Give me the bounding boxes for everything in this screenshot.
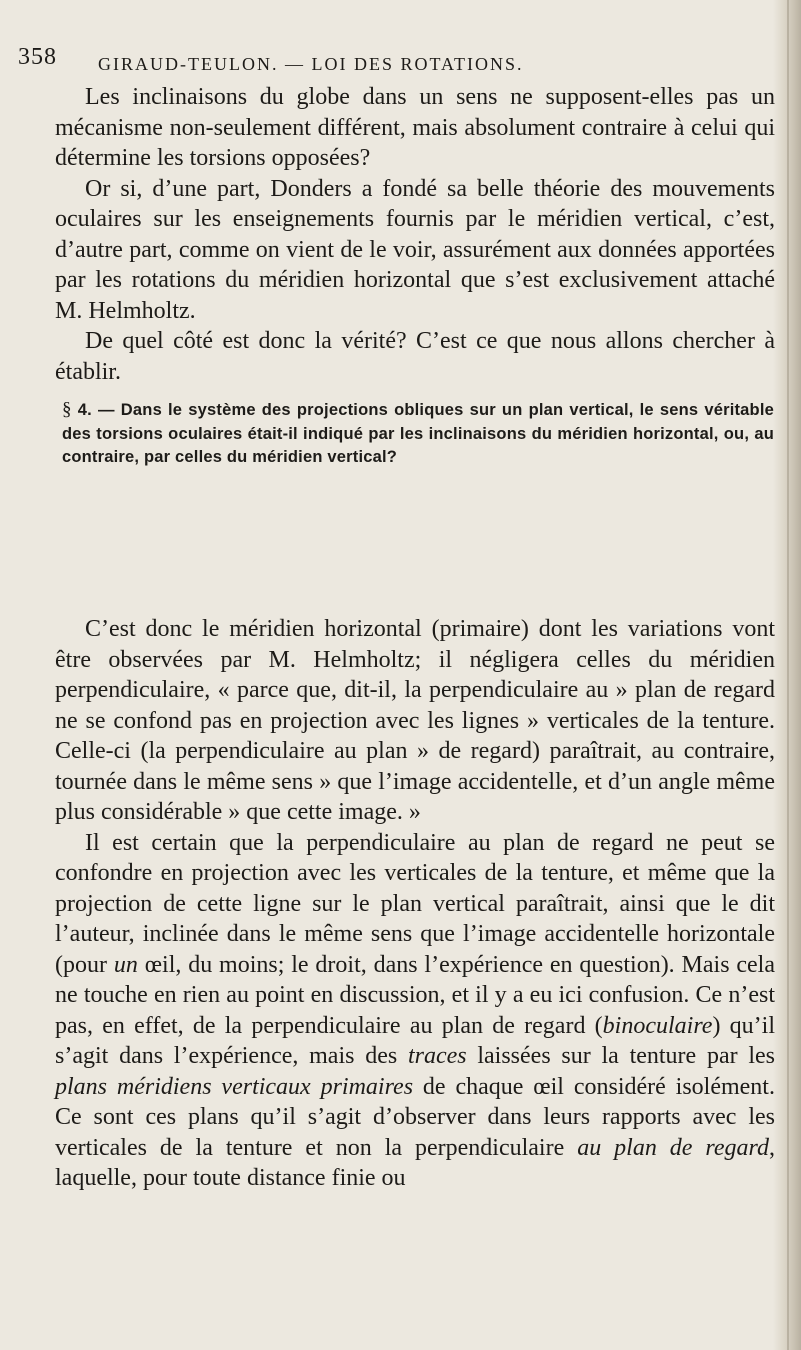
section-heading	[62, 398, 774, 470]
paragraph-3: De quel côté est donc la vérité? C’est ce que nous allons chercher à établir.	[55, 328, 775, 385]
body-text-top	[55, 82, 775, 387]
paragraph-5-part-b: œil, du moins; le droit, dans l’expérience en question). Mais cela ne touche en rien au point en discussion, et il y a eu ici confusion. Ce n’est pas, en effet, de la perpendiculaire au plan de regard (	[55, 951, 775, 1039]
running-head: GIRAUD-TEULON. — LOI DES ROTATIONS.	[98, 54, 524, 74]
paragraph-5-part-f: , laquelle, pour toute distance finie ou	[55, 1134, 775, 1191]
italic-plan-de-regard: au plan de regard	[577, 1134, 769, 1161]
italic-traces: traces	[407, 1043, 467, 1069]
paragraph-4: C’est donc le méridien horizontal (primaire) dont les variations vont être observées par M. Helmholtz; il négligera celles du méridien perpendiculaire, « parce que, dit-il, la perpendiculaire au » plan de regard ne se confond pas en projection avec les lignes » verticales de la tenture. Celle-ci (la perpendiculaire au plan » de regard) paraîtrait, au contraire, tournée dans le même sens » que l’image accidentelle, et d’un angle même plus considérable » que cette image. »	[55, 616, 775, 825]
paragraph-5-part-c: ) qu’il s’agit dans l’expérience, mais des	[55, 1012, 775, 1069]
paragraph-2: Or si, d’une part, Donders a fondé sa belle théorie des mouvements oculaires sur les enseignements fournis par le méridien vertical, c’est, d’autre part, comme on vient de le voir, assurément aux données apportées par les rotations du méridien horizontal que s’est exclusivement attaché M. Helmholtz.	[55, 175, 775, 324]
paragraph-5	[55, 828, 775, 1194]
section-title: — Dans le système des projections obliques sur un plan vertical, le sens véritable des torsions oculaires était-il indiqué par les inclinaisons du méridien horizontal, ou, au contraire, par celles du méridien vertical?	[62, 401, 774, 466]
italic-plans-meridiens: plans méridiens verticaux primaires	[55, 1073, 414, 1100]
italic-un: un	[113, 951, 138, 978]
paragraph-1: Les inclinaisons du globe dans un sens ne supposent-elles pas un mécanisme non-seulement différent, mais absolument contraire à celui qui détermine les torsions opposées?	[55, 84, 775, 171]
section-sign: §	[62, 399, 72, 420]
body-text-bottom	[55, 614, 775, 1194]
page-gutter-edge	[773, 0, 801, 1350]
section-number: 4.	[77, 401, 92, 419]
paragraph-5-part-e: de chaque œil considéré isolément. Ce sont ces plans qu’il s’agit d’observer dans leurs rapports avec les verticales de la tenture et non la perpendiculaire	[55, 1073, 775, 1161]
page-number: 358	[18, 44, 57, 70]
paragraph-5-part-d: laissées sur la tenture par les	[466, 1043, 775, 1069]
italic-binoculaire: binoculaire	[602, 1012, 713, 1039]
paragraph-5-part-a: Il est certain que la perpendiculaire au plan de regard ne peut se confondre en projection avec les verticales de la tenture, et même que la projection de cette ligne sur le plan vertical paraîtrait, ainsi que le dit l’auteur, inclinée dans le même sens que l’image accidentelle horizontale (pour	[55, 829, 775, 978]
